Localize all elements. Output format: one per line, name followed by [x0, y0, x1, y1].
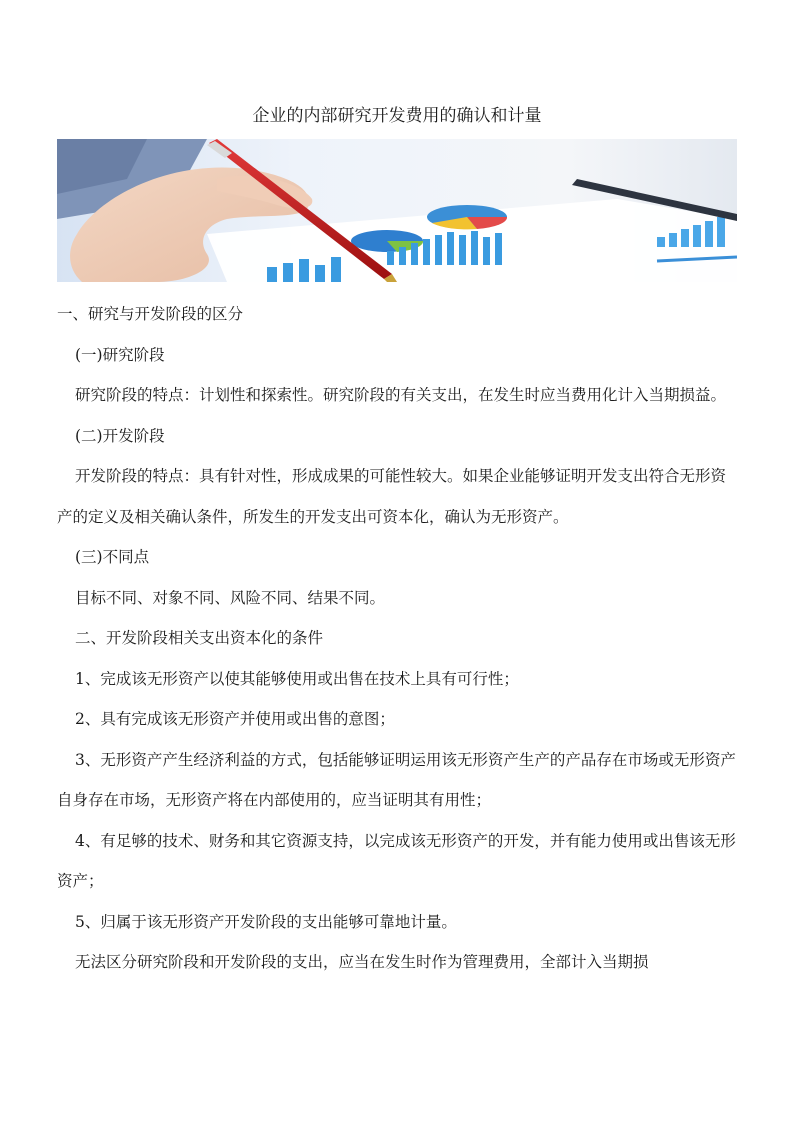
list-item: 5、归属于该无形资产开发阶段的支出能够可靠地计量。: [75, 912, 457, 931]
subsection-heading-differences: (三)不同点: [75, 548, 150, 566]
list-item: 4、有足够的技术、财务和其它资源支持，以完成该无形资产的开发，并有能力使用或出售该无形资产；: [57, 831, 736, 890]
paragraph-closing: 无法区分研究阶段和开发阶段的支出，应当在发生时作为管理费用，全部计入当期损: [75, 953, 649, 971]
list-item: 1、完成该无形资产以使其能够使用或出售在技术上具有可行性；: [75, 669, 519, 688]
paragraph-research: 研究阶段的特点：计划性和探索性。研究阶段的有关支出，在发生时应当费用化计入当期损益。: [75, 386, 727, 404]
banner-image: [57, 139, 737, 282]
section-heading-2: 二、开发阶段相关支出资本化的条件: [75, 629, 324, 647]
paragraph-development: 开发阶段的特点：具有针对性，形成成果的可能性较大。如果企业能够证明开发支出符合无形资产的定义及相关确认条件，所发生的开发支出可资本化，确认为无形资产。: [57, 467, 727, 526]
subsection-heading-research: (一)研究阶段: [75, 345, 165, 364]
list-item: 3、无形资产产生经济利益的方式，包括能够证明运用该无形资产生产的产品存在市场或无形资产自身存在市场，无形资产将在内部使用的，应当证明其有用性；: [57, 750, 736, 809]
section-heading-1: 一、研究与开发阶段的区分: [57, 305, 244, 323]
list-item: 2、具有完成该无形资产并使用或出售的意图；: [75, 710, 395, 728]
document-title: 企业的内部研究开发费用的确认和计量: [252, 106, 542, 126]
paragraph-differences: 目标不同、对象不同、风险不同、结果不同。: [75, 588, 386, 607]
document-body: [57, 294, 740, 983]
subsection-heading-development: (二)开发阶段: [75, 426, 165, 445]
